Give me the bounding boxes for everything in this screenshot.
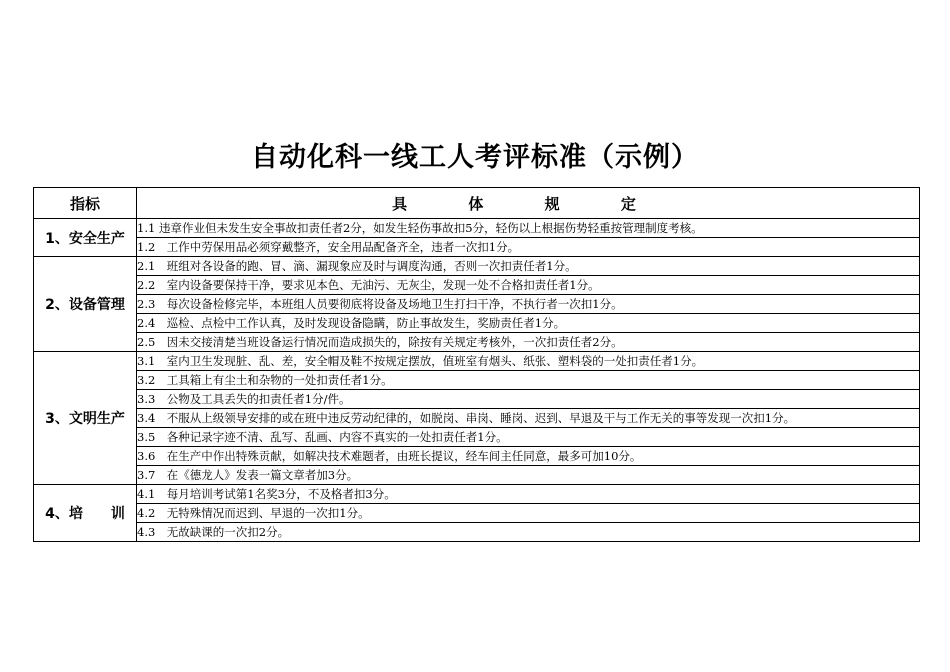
standards-table: [33, 187, 920, 542]
table-row: [34, 257, 920, 276]
table-row: [34, 295, 920, 314]
table-row: [34, 238, 920, 257]
table-row: [34, 409, 920, 428]
rule-item: 4.3 无故缺课的一次扣2分。: [137, 523, 920, 542]
table-row: [34, 219, 920, 238]
table-row: [34, 276, 920, 295]
table-row: [34, 371, 920, 390]
rule-item: 2.2 室内设备要保持干净，要求见本色、无油污、无灰尘，发现一处不合格扣责任者1分。: [137, 276, 920, 295]
rule-item: 4.1 每月培训考试第1名奖3分，不及格者扣3分。: [137, 485, 920, 504]
table-row: [34, 314, 920, 333]
table-row: [34, 333, 920, 352]
table-row: [34, 428, 920, 447]
rule-item: 2.1 班组对各设备的跑、冒、滴、漏现象应及时与调度沟通，否则一次扣责任者1分。: [137, 257, 920, 276]
table-row: [34, 466, 920, 485]
table-row: [34, 352, 920, 371]
table-row: [34, 523, 920, 542]
rule-item: 2.3 每次设备检修完毕，本班组人员要彻底将设备及场地卫生打扫干净，不执行者一次扣1分。: [137, 295, 920, 314]
table-row: [34, 390, 920, 409]
rule-item: 3.3 公物及工具丢失的扣责任者1分/件。: [137, 390, 920, 409]
document-title: 自动化科一线工人考评标准（示例）: [251, 142, 699, 173]
rule-item: 2.5 因未交接清楚当班设备运行情况而造成损失的，除按有关规定考核外，一次扣责任者2分。: [137, 333, 920, 352]
table-row: [34, 504, 920, 523]
indicator-header: 指标: [34, 188, 137, 219]
header-row: [34, 188, 920, 219]
rule-item: 3.7 在《德龙人》发表一篇文章者加3分。: [137, 466, 920, 485]
rule-item: 3.4 不服从上级领导安排的或在班中违反劳动纪律的，如脱岗、串岗、睡岗、迟到、早退及干与工作无关的事等发现一次扣1分。: [137, 409, 920, 428]
table-row: [34, 447, 920, 466]
rule-item: 1.2 工作中劳保用品必须穿戴整齐，安全用品配备齐全，违者一次扣1分。: [137, 238, 920, 257]
category-safety: 1、安全生产: [34, 219, 137, 257]
rule-item: 3.6 在生产中作出特殊贡献，如解决技术难题者，由班长提议，经车间主任同意，最多可加10分。: [137, 447, 920, 466]
table-row: [34, 485, 920, 504]
rule-item: 4.2 无特殊情况而迟到、早退的一次扣1分。: [137, 504, 920, 523]
detail-header: 具 体 规 定: [137, 188, 920, 219]
rule-item: 1.1 违章作业但未发生安全事故扣责任者2分，如发生轻伤事故扣5分，轻伤以上根据伤势轻重按管理制度考核。: [137, 219, 920, 238]
rule-item: 3.2 工具箱上有尘土和杂物的一处扣责任者1分。: [137, 371, 920, 390]
rule-item: 3.5 各种记录字迹不清、乱写、乱画、内容不真实的一处扣责任者1分。: [137, 428, 920, 447]
rule-item: 2.4 巡检、点检中工作认真，及时发现设备隐瞒，防止事故发生，奖励责任者1分。: [137, 314, 920, 333]
category-training: 4、培 训: [34, 485, 137, 542]
rule-item: 3.1 室内卫生发现脏、乱、差，安全帽及鞋不按规定摆放，值班室有烟头、纸张、塑料袋的一处扣责任者1分。: [137, 352, 920, 371]
category-civilized-production: 3、文明生产: [34, 352, 137, 485]
category-equipment: 2、设备管理: [34, 257, 137, 352]
